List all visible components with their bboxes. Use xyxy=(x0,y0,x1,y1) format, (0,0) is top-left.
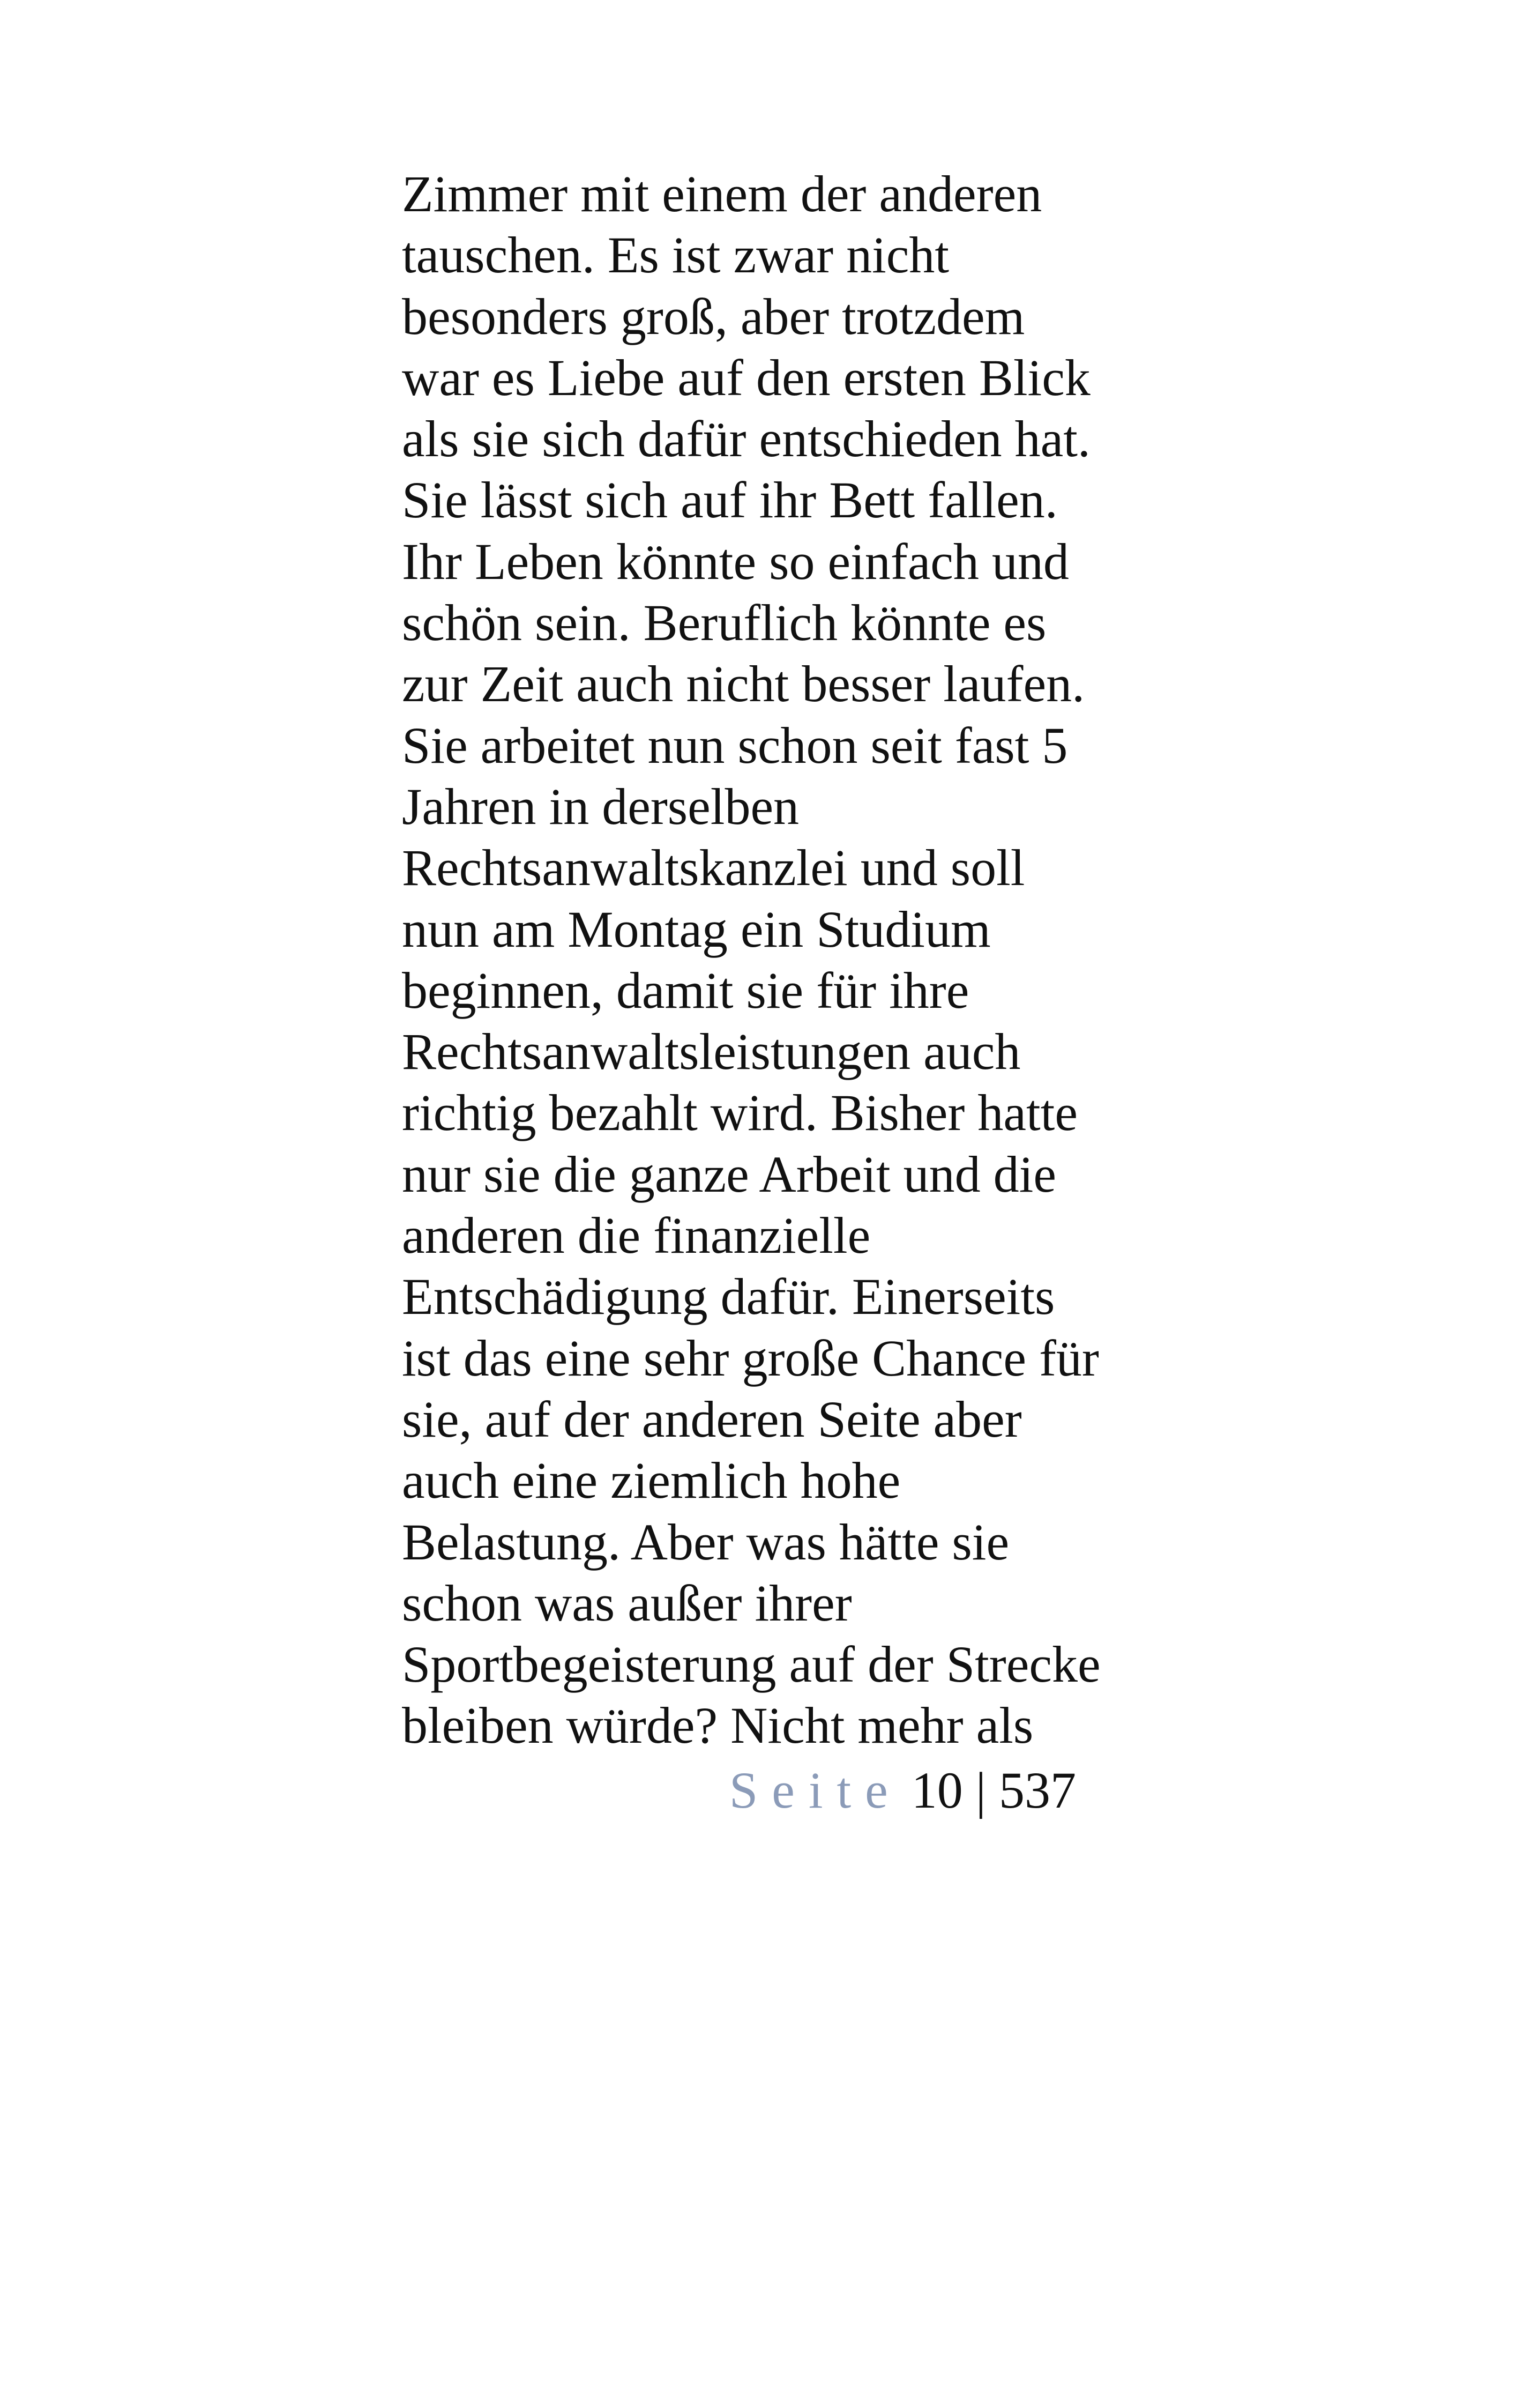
text-line: anderen die finanzielle xyxy=(402,1207,871,1265)
text-line: sie, auf der anderen Seite aber xyxy=(402,1390,1022,1448)
text-line: zur Zeit auch nicht besser laufen. xyxy=(402,655,1085,713)
text-line: war es Liebe auf den ersten Blick xyxy=(402,348,1091,406)
text-line: nun am Montag ein Studium xyxy=(402,900,991,958)
text-line: bleiben würde? Nicht mehr als xyxy=(402,1697,1034,1755)
seite-label: Seite xyxy=(729,1762,902,1819)
text-line: beginnen, damit sie für ihre xyxy=(402,961,969,1019)
text-line: schön sein. Beruflich könnte es xyxy=(402,594,1047,652)
text-line: Sie arbeitet nun schon seit fast 5 xyxy=(402,716,1068,774)
page-footer xyxy=(402,1758,1076,1823)
text-line: nur sie die ganze Arbeit und die xyxy=(402,1145,1056,1203)
text-line: Rechtsanwaltskanzlei und soll xyxy=(402,839,1025,897)
text-line: Sportbegeisterung auf der Strecke xyxy=(402,1636,1101,1693)
text-line: tauschen. Es ist zwar nicht xyxy=(402,226,950,284)
text-line: richtig bezahlt wird. Bisher hatte xyxy=(402,1084,1078,1142)
text-line: Rechtsanwaltsleistungen auch xyxy=(402,1023,1021,1081)
text-line: Ihr Leben könnte so einfach und xyxy=(402,532,1069,590)
text-line: Jahren in derselben xyxy=(402,777,800,835)
text-line: Zimmer mit einem der anderen xyxy=(402,165,1042,222)
page-number: 10 | 537 xyxy=(911,1762,1076,1819)
text-line: besonders groß, aber trotzdem xyxy=(402,287,1025,345)
text-line: schon was außer ihrer xyxy=(402,1574,852,1632)
body-text xyxy=(402,163,1179,1757)
text-line: als sie sich dafür entschieden hat. xyxy=(402,410,1091,468)
text-line: Sie lässt sich auf ihr Bett fallen. xyxy=(402,471,1058,529)
text-line: auch eine ziemlich hohe xyxy=(402,1452,901,1510)
text-line: ist das eine sehr große Chance für xyxy=(402,1329,1099,1387)
text-line: Entschädigung dafür. Einerseits xyxy=(402,1268,1055,1326)
text-line: Belastung. Aber was hätte sie xyxy=(402,1513,1010,1571)
